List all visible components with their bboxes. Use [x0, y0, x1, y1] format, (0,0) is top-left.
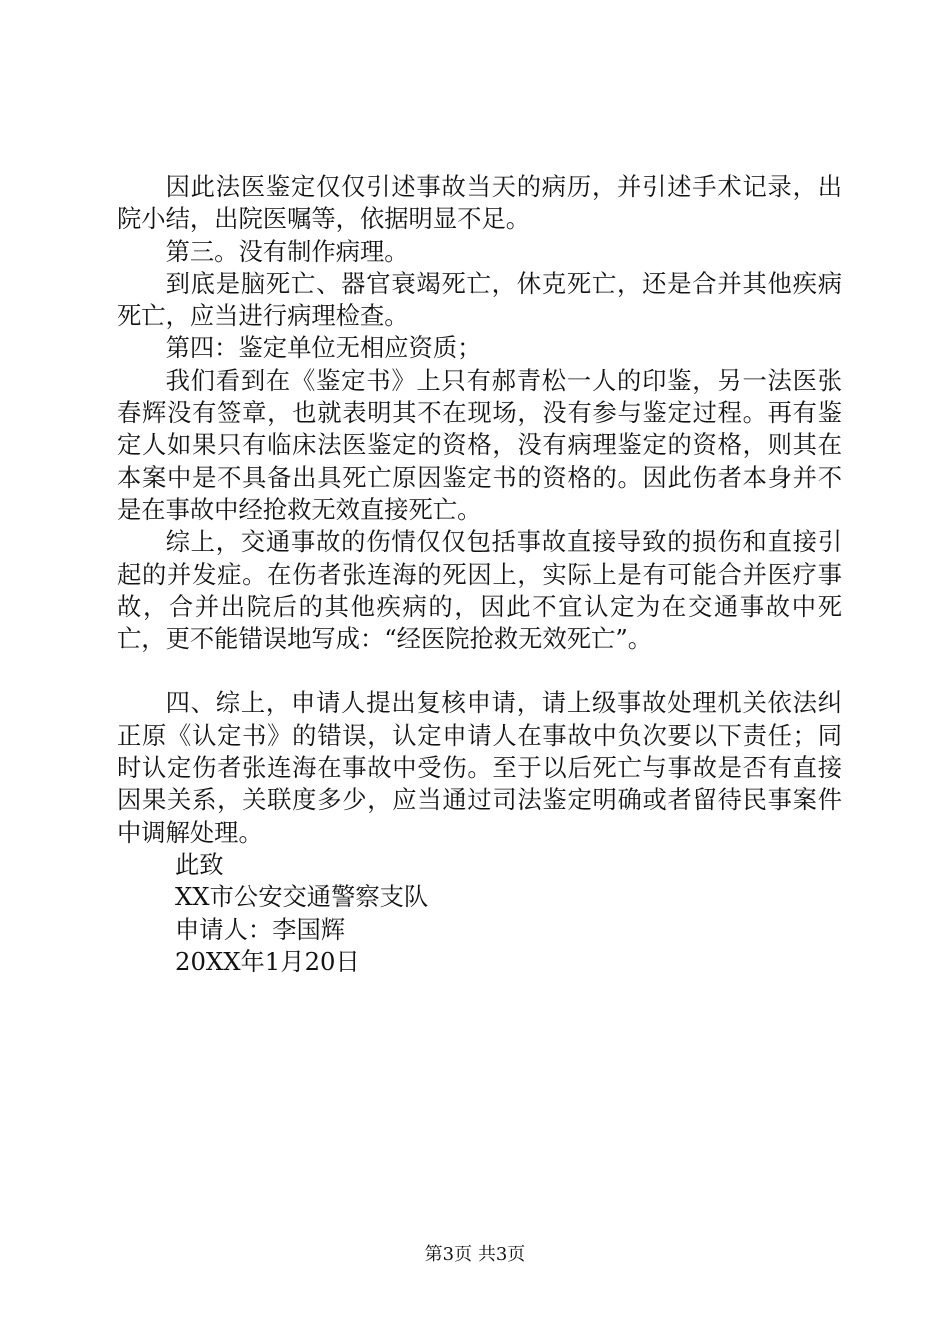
paragraph-7: 四、综上，申请人提出复核申请，请上级事故处理机关依法纠正原《认定书》的错误，认定申请人在事故中负次要以下责任；同时认定伤者张连海在事故中受伤。至于以后死亡与事故是否有直接因果关系，关联度多少，应当通过司法鉴定明确或者留待民事案件中调解处理。 — [117, 688, 842, 847]
paragraph-5: 我们看到在《鉴定书》上只有郝青松一人的印鉴，另一法医张春辉没有签章，也就表明其不在现场，没有参与鉴定过程。再有鉴定人如果只有临床法医鉴定的资格，没有病理鉴定的资格，则其在本案中是不具备出具死亡原因鉴定书的资格的。因此伤者本身并不是在事故中经抢救无效直接死亡。 — [117, 365, 842, 524]
document-body — [117, 171, 842, 978]
paragraph-4: 第四：鉴定单位无相应资质； — [165, 333, 482, 363]
closing-salutation: 此致 — [175, 849, 224, 879]
paragraph-6: 综上，交通事故的伤情仅仅包括事故直接导致的损伤和直接引起的并发症。在伤者张连海的死因上，实际上是有可能合并医疗事故，合并出院后的其他疾病的，因此不宜认定为在交通事故中死亡，更不能错误地写成：“经医院抢救无效死亡”。 — [117, 527, 842, 654]
closing-date: 20XX年1月20日 — [175, 946, 360, 976]
closing-recipient: XX市公安交通警察支队 — [175, 882, 429, 912]
paragraph-3: 到底是脑死亡、器官衰竭死亡，休克死亡，还是合并其他疾病死亡，应当进行病理检查。 — [117, 268, 842, 331]
closing-applicant: 申请人：李国辉 — [175, 914, 346, 944]
paragraph-gap — [117, 655, 842, 687]
paragraph-2: 第三。没有制作病理。 — [165, 236, 409, 266]
page-footer: 第3页 共3页 — [424, 1244, 526, 1265]
paragraph-1: 因此法医鉴定仅仅引述事故当天的病历，并引述手术记录，出院小结，出院医嘱等，依据明显不足。 — [117, 172, 842, 234]
